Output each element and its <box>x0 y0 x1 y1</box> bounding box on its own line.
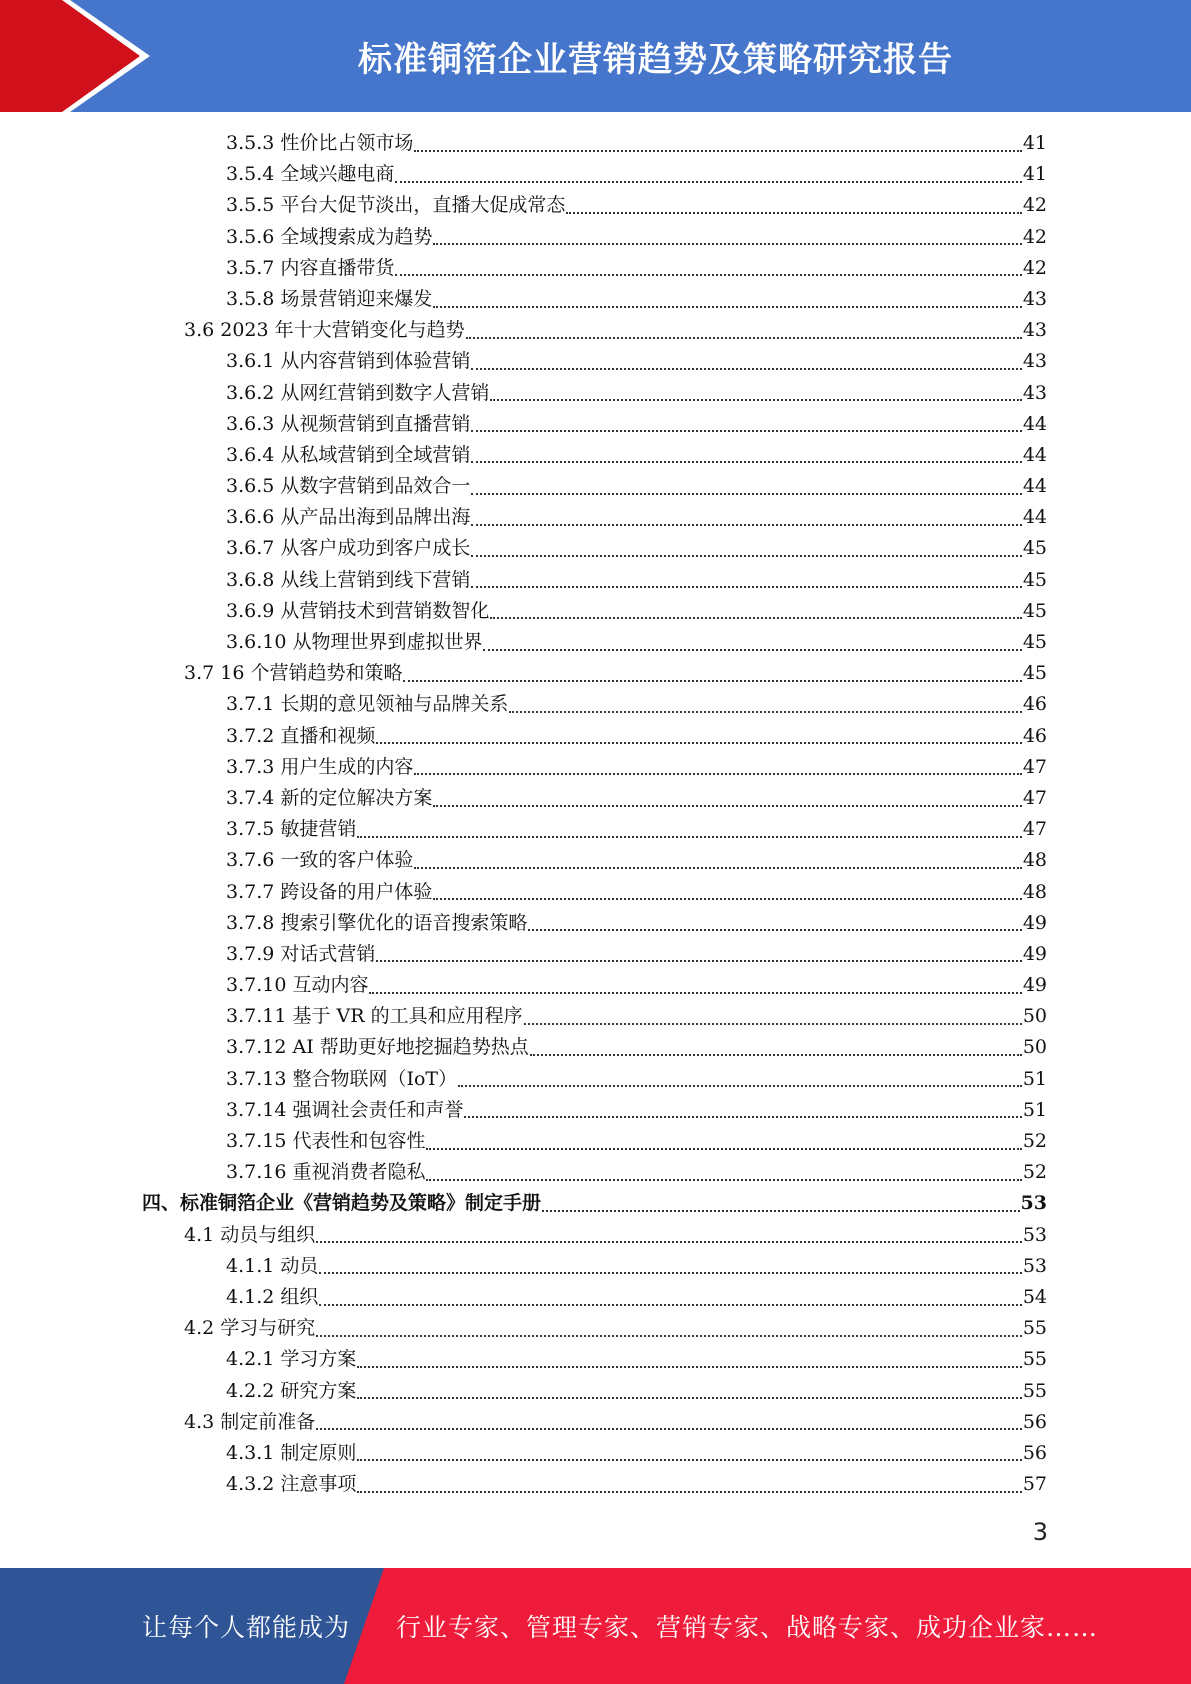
toc-leader-dots <box>566 212 1021 214</box>
toc-entry-label: 3.7.1 长期的意见领袖与品牌关系 <box>226 693 509 716</box>
toc-leader-dots <box>426 1179 1021 1181</box>
toc-entry-label: 3.6.5 从数字营销到品效合一 <box>226 475 471 498</box>
toc-entry-label: 3.6.9 从营销技术到营销数智化 <box>226 599 490 622</box>
toc-leader-dots <box>414 867 1021 869</box>
toc-entry-label: 3.6.4 从私域营销到全域营销 <box>226 443 471 466</box>
toc-leader-dots <box>319 1272 1021 1274</box>
toc-entry[interactable] <box>0 471 1191 502</box>
toc-entry-label: 4.3.1 制定原则 <box>226 1441 357 1464</box>
toc-entry-page: 50 <box>1022 1036 1047 1059</box>
toc-entry-label: 3.5.5 平台大促节淡出，直播大促成常态 <box>226 194 566 217</box>
toc-leader-dots <box>542 1210 1020 1212</box>
toc-leader-dots <box>376 742 1021 744</box>
toc-entry-page: 44 <box>1022 506 1047 529</box>
toc-entry-page: 41 <box>1022 163 1047 186</box>
toc-entry[interactable] <box>0 440 1191 471</box>
toc-leader-dots <box>471 555 1021 557</box>
toc-entry-label: 3.7.11 基于 VR 的工具和应用程序 <box>226 1005 523 1028</box>
toc-entry[interactable] <box>0 159 1191 190</box>
toc-entry-page: 47 <box>1022 755 1047 778</box>
toc-entry[interactable] <box>0 315 1191 346</box>
page-header <box>0 0 1191 112</box>
toc-entry-label: 4.2 学习与研究 <box>184 1317 316 1340</box>
toc-leader-dots <box>357 836 1021 838</box>
toc-entry-page: 42 <box>1022 194 1047 217</box>
toc-leader-dots <box>414 150 1021 152</box>
toc-entry-page: 43 <box>1022 319 1047 342</box>
toc-entry-label: 3.7.6 一致的客户体验 <box>226 849 414 872</box>
toc-entry-page: 49 <box>1022 911 1047 934</box>
toc-entry-label: 4.3 制定前准备 <box>184 1410 316 1433</box>
toc-entry[interactable] <box>0 970 1191 1001</box>
toc-entry[interactable] <box>0 222 1191 253</box>
toc-entry[interactable] <box>0 190 1191 221</box>
toc-entry-page: 45 <box>1022 537 1047 560</box>
toc-entry[interactable] <box>0 908 1191 939</box>
toc-entry[interactable] <box>0 253 1191 284</box>
toc-leader-dots <box>357 1459 1021 1461</box>
toc-entry[interactable] <box>0 1220 1191 1251</box>
toc-entry-label: 4.2.2 研究方案 <box>226 1379 357 1402</box>
toc-entry-label: 3.6.6 从产品出海到品牌出海 <box>226 506 471 529</box>
footer-slogan-right: 行业专家、管理专家、营销专家、战略专家、成功企业家…… <box>396 1613 1099 1642</box>
toc-entry-page: 42 <box>1022 225 1047 248</box>
toc-entry-label: 3.7.8 搜索引擎优化的语音搜索策略 <box>226 911 528 934</box>
toc-entry-page: 52 <box>1022 1161 1047 1184</box>
page-footer <box>0 1568 1191 1684</box>
toc-entry[interactable] <box>0 689 1191 720</box>
toc-entry-label: 4.2.1 学习方案 <box>226 1348 357 1371</box>
toc-entry-label: 4.3.2 注意事项 <box>226 1473 357 1496</box>
toc-entry-label: 3.7.12 AI 帮助更好地挖掘趋势热点 <box>226 1036 529 1059</box>
toc-leader-dots <box>490 617 1021 619</box>
toc-entry-page: 47 <box>1022 786 1047 809</box>
toc-leader-dots <box>426 1148 1021 1150</box>
toc-entry-page: 54 <box>1022 1285 1047 1308</box>
toc-entry[interactable] <box>0 658 1191 689</box>
toc-leader-dots <box>433 243 1021 245</box>
toc-leader-dots <box>433 898 1021 900</box>
toc-leader-dots <box>528 929 1021 931</box>
toc-entry-page: 55 <box>1022 1379 1047 1402</box>
toc-entry[interactable] <box>0 1126 1191 1157</box>
toc-entry-page: 53 <box>1022 1254 1047 1277</box>
toc-leader-dots <box>471 586 1021 588</box>
toc-leader-dots <box>395 274 1021 276</box>
toc-entry[interactable] <box>0 596 1191 627</box>
toc-entry[interactable] <box>0 533 1191 564</box>
toc-leader-dots <box>316 1335 1022 1337</box>
toc-entry-page: 46 <box>1022 693 1047 716</box>
toc-entry-page: 56 <box>1022 1410 1047 1433</box>
toc-entry-page: 44 <box>1022 443 1047 466</box>
toc-entry[interactable] <box>0 1032 1191 1063</box>
toc-leader-dots <box>471 368 1021 370</box>
toc-entry-page: 43 <box>1022 287 1047 310</box>
toc-entry[interactable] <box>0 346 1191 377</box>
toc-entry-label: 3.7.15 代表性和包容性 <box>226 1130 426 1152</box>
toc-entry-page: 53 <box>1020 1192 1047 1215</box>
document-title: 标准铜箔企业营销趋势及策略研究报告 <box>358 39 953 80</box>
toc-entry-label: 3.7.14 强调社会责任和声誉 <box>226 1098 464 1121</box>
toc-entry-label: 3.5.4 全域兴趣电商 <box>226 163 395 186</box>
toc-entry-label: 3.6.8 从线上营销到线下营销 <box>226 568 471 591</box>
toc-entry-label: 3.7.2 直播和视频 <box>226 724 376 747</box>
toc-leader-dots <box>316 1241 1022 1243</box>
toc-entry-label: 3.5.7 内容直播带货 <box>226 256 395 279</box>
toc-entry-label: 3.7.7 跨设备的用户体验 <box>226 880 433 903</box>
toc-entry[interactable] <box>0 845 1191 876</box>
toc-leader-dots <box>395 181 1021 183</box>
toc-entry-label: 3.5.8 场景营销迎来爆发 <box>226 287 433 310</box>
toc-entry-label: 3.6.3 从视频营销到直播营销 <box>226 412 471 435</box>
toc-entry-label: 3.6.2 从网红营销到数字人营销 <box>226 381 490 404</box>
toc-entry-label: 3.7 16 个营销趋势和策略 <box>184 662 403 685</box>
toc-leader-dots <box>316 1428 1022 1430</box>
toc-entry-page: 45 <box>1022 631 1047 653</box>
toc-leader-dots <box>376 960 1021 962</box>
toc-entry-label: 3.7.5 敏捷营销 <box>226 818 357 841</box>
toc-entry[interactable] <box>0 565 1191 596</box>
toc-entry[interactable] <box>0 1157 1191 1188</box>
toc-entry-label: 3.5.6 全域搜索成为趋势 <box>226 225 433 248</box>
toc-entry[interactable] <box>0 502 1191 533</box>
toc-entry-page: 44 <box>1022 475 1047 498</box>
footer-slogan-left: 让每个人都能成为 <box>142 1613 351 1642</box>
toc-leader-dots <box>466 337 1022 339</box>
toc-entry-page: 49 <box>1022 942 1047 965</box>
toc-entry-page: 45 <box>1022 662 1047 685</box>
toc-leader-dots <box>433 805 1021 807</box>
toc-entry[interactable] <box>0 128 1191 159</box>
toc-entry[interactable] <box>0 783 1191 814</box>
toc-entry[interactable] <box>0 378 1191 409</box>
toc-leader-dots <box>490 399 1021 401</box>
toc-entry-label: 3.7.10 互动内容 <box>226 974 369 997</box>
toc-entry-label: 3.6.1 从内容营销到体验营销 <box>226 350 471 373</box>
toc-entry[interactable] <box>0 1407 1191 1438</box>
toc-leader-dots <box>471 430 1021 432</box>
toc-entry[interactable] <box>0 1313 1191 1344</box>
toc-entry[interactable] <box>0 721 1191 752</box>
toc-leader-dots <box>530 1054 1022 1056</box>
toc-leader-dots <box>357 1397 1021 1399</box>
toc-entry[interactable] <box>0 1095 1191 1126</box>
toc-entry[interactable] <box>0 939 1191 970</box>
toc-entry-label: 4.1.1 动员 <box>226 1254 319 1277</box>
toc-entry[interactable] <box>0 284 1191 315</box>
toc-entry-page: 52 <box>1022 1130 1047 1152</box>
toc-entry[interactable] <box>0 814 1191 845</box>
toc-leader-dots <box>483 649 1021 651</box>
toc-leader-dots <box>414 773 1021 775</box>
toc-entry[interactable] <box>0 1251 1191 1282</box>
toc-entry-label: 3.7.13 整合物联网（IoT） <box>226 1067 458 1090</box>
toc-entry-label: 4.1 动员与组织 <box>184 1223 316 1246</box>
toc-entry-page: 45 <box>1022 568 1047 591</box>
toc-entry-label: 3.7.3 用户生成的内容 <box>226 755 414 778</box>
toc-leader-dots <box>464 1116 1021 1118</box>
toc-entry-page: 48 <box>1022 880 1047 903</box>
toc-entry[interactable] <box>0 1282 1191 1313</box>
toc-entry[interactable] <box>0 1344 1191 1375</box>
toc-entry[interactable] <box>0 409 1191 440</box>
toc-entry[interactable] <box>0 877 1191 908</box>
toc-leader-dots <box>471 493 1021 495</box>
toc-entry-page: 49 <box>1022 974 1047 997</box>
toc-entry-page: 46 <box>1022 724 1047 747</box>
toc-leader-dots <box>369 992 1021 994</box>
toc-entry[interactable] <box>0 1469 1191 1500</box>
toc-entry-page: 44 <box>1022 412 1047 435</box>
toc-leader-dots <box>433 306 1021 308</box>
toc-entry[interactable] <box>0 1188 1191 1219</box>
toc-entry-label: 3.7.16 重视消费者隐私 <box>226 1161 426 1184</box>
toc-entry-label: 3.6.10 从物理世界到虚拟世界 <box>226 631 483 653</box>
toc-leader-dots <box>471 524 1021 526</box>
toc-entry-page: 55 <box>1022 1348 1047 1371</box>
toc-entry-page: 43 <box>1022 381 1047 404</box>
toc-entry-label: 3.7.9 对话式营销 <box>226 942 376 965</box>
table-of-contents <box>0 128 1191 1500</box>
toc-entry-page: 43 <box>1022 350 1047 373</box>
toc-entry-page: 56 <box>1022 1441 1047 1464</box>
toc-leader-dots <box>524 1023 1022 1025</box>
toc-entry-label: 四、标准铜箔企业《营销趋势及策略》制定手册 <box>142 1192 542 1215</box>
toc-entry-page: 42 <box>1022 256 1047 279</box>
toc-leader-dots <box>357 1491 1021 1493</box>
toc-entry[interactable] <box>0 627 1191 658</box>
toc-entry-page: 55 <box>1022 1317 1047 1340</box>
toc-entry-page: 51 <box>1022 1067 1047 1090</box>
toc-leader-dots <box>471 461 1021 463</box>
toc-entry[interactable] <box>0 1376 1191 1407</box>
toc-entry-label: 3.6 2023 年十大营销变化与趋势 <box>184 319 465 342</box>
toc-leader-dots <box>509 711 1021 713</box>
toc-entry[interactable] <box>0 1001 1191 1032</box>
toc-entry-page: 48 <box>1022 849 1047 872</box>
toc-entry[interactable] <box>0 752 1191 783</box>
toc-leader-dots <box>357 1366 1021 1368</box>
toc-entry-page: 53 <box>1022 1223 1047 1246</box>
header-chevron-icon <box>0 0 160 112</box>
page-number: 3 <box>1032 1518 1048 1546</box>
toc-entry-page: 57 <box>1022 1473 1047 1496</box>
toc-entry-label: 4.1.2 组织 <box>226 1285 319 1308</box>
toc-entry-page: 51 <box>1022 1098 1047 1121</box>
toc-entry-page: 50 <box>1022 1005 1047 1028</box>
toc-entry-page: 41 <box>1022 132 1047 154</box>
toc-leader-dots <box>319 1304 1021 1306</box>
toc-entry[interactable] <box>0 1064 1191 1095</box>
toc-entry-page: 45 <box>1022 599 1047 622</box>
toc-leader-dots <box>403 680 1021 682</box>
toc-entry-label: 3.6.7 从客户成功到客户成长 <box>226 537 471 560</box>
toc-leader-dots <box>458 1085 1022 1087</box>
toc-entry[interactable] <box>0 1438 1191 1469</box>
toc-entry-label: 3.5.3 性价比占领市场 <box>226 132 414 154</box>
toc-entry-label: 3.7.4 新的定位解决方案 <box>226 786 433 809</box>
toc-entry-page: 47 <box>1022 818 1047 841</box>
